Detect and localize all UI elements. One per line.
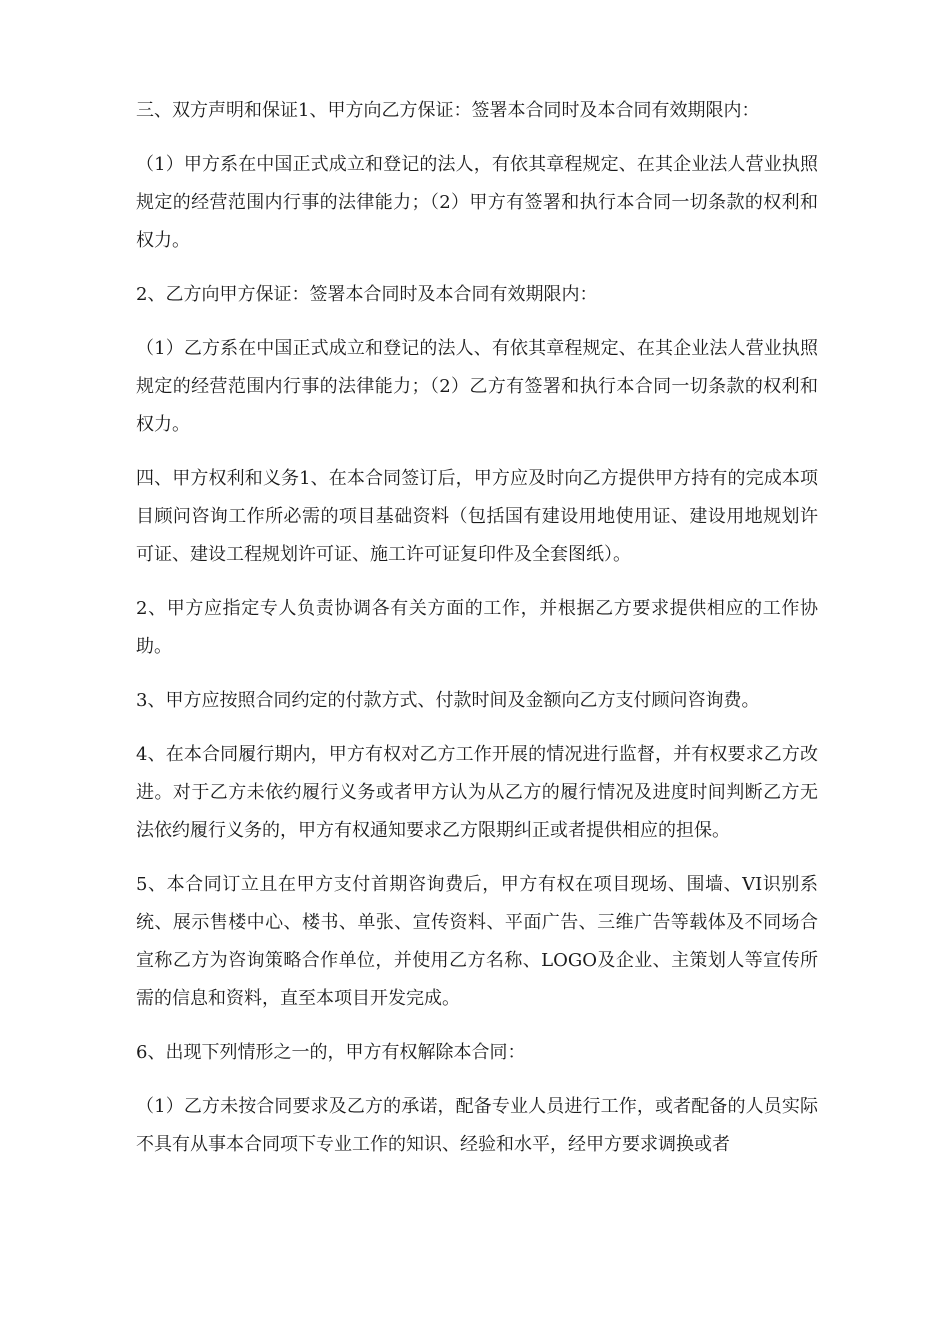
paragraph-section-3-heading: 三、双方声明和保证1、甲方向乙方保证：签署本合同时及本合同有效期限内：	[136, 100, 760, 121]
paragraph-party-b-warranty: （1）乙方系在中国正式成立和登记的法人、有依其章程规定、在其企业法人营业执照规定的经营范围内行事的法律能力；（2）乙方有签署和执行本合同一切条款的权利和权力。	[136, 338, 818, 435]
paragraph-clause-4-6-1: （1）乙方未按合同要求及乙方的承诺，配备专业人员进行工作，或者配备的人员实际不具有从事本合同项下专业工作的知识、经验和水平，经甲方要求调换或者	[136, 1096, 818, 1155]
paragraph-clause-4-3: 3、甲方应按照合同约定的付款方式、付款时间及金额向乙方支付顾问咨询费。	[136, 690, 760, 711]
paragraph-clause-4-4: 4、在本合同履行期内，甲方有权对乙方工作开展的情况进行监督，并有权要求乙方改进。对于乙方未依约履行义务或者甲方认为从乙方的履行情况及进度时间判断乙方无法依约履行义务的，甲方有权通知要求乙方限期纠正或者提供相应的担保。	[136, 744, 818, 841]
paragraph-section-4-heading: 四、甲方权利和义务1、在本合同签订后，甲方应及时向乙方提供甲方持有的完成本项目顾问咨询工作所必需的项目基础资料（包括国有建设用地使用证、建设用地规划许可证、建设工程规划许可证、施工许可证复印件及全套图纸）。	[136, 468, 818, 565]
document-body	[136, 92, 818, 1180]
paragraph-clause-4-5: 5、本合同订立且在甲方支付首期咨询费后，甲方有权在项目现场、围墙、VI识别系统、展示售楼中心、楼书、单张、宣传资料、平面广告、三维广告等载体及不同场合宣称乙方为咨询策略合作单位，并使用乙方名称、LOGO及企业、主策划人等宣传所需的信息和资料，直至本项目开发完成。	[136, 874, 818, 1009]
paragraph-clause-4-2: 2、甲方应指定专人负责协调各有关方面的工作，并根据乙方要求提供相应的工作协助。	[136, 598, 818, 657]
paragraph-clause-4-6: 6、出现下列情形之一的，甲方有权解除本合同：	[136, 1042, 526, 1063]
paragraph-party-a-warranty: （1）甲方系在中国正式成立和登记的法人，有依其章程规定、在其企业法人营业执照规定的经营范围内行事的法律能力；（2）甲方有签署和执行本合同一切条款的权利和权力。	[136, 154, 818, 251]
paragraph-party-b-warranty-heading: 2、乙方向甲方保证：签署本合同时及本合同有效期限内：	[136, 284, 598, 305]
